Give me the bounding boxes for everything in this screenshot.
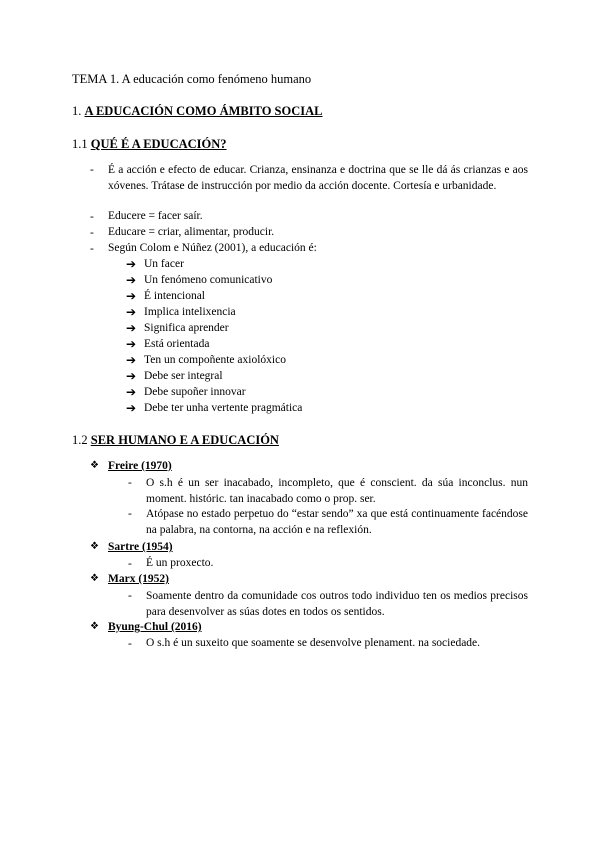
list-item: Educere = facer saír.	[108, 210, 203, 222]
arrow-icon: ➔	[126, 289, 137, 303]
arrow-list-item: Debe ser integral	[144, 370, 223, 382]
dash-bullet: -	[128, 590, 132, 602]
author-point: É un proxecto.	[146, 557, 214, 569]
arrow-icon: ➔	[126, 337, 137, 351]
subsection-1-1-title: QUÉ É A EDUCACIÓN?	[90, 137, 227, 151]
arrow-icon: ➔	[126, 385, 137, 399]
arrow-list-item: Un facer	[144, 258, 184, 270]
section-1-number: 1.	[72, 104, 82, 118]
author-name: Sartre (1954)	[108, 541, 173, 553]
diamond-bullet-icon: ❖	[90, 460, 99, 471]
arrow-list-item: Debe ter unha vertente pragmática	[144, 402, 303, 414]
author-point: O s.h é un ser inacabado, incompleto, que é conscient. da súa inconclus. nun moment. históric. tan inacabado como o prop. ser.	[146, 477, 528, 505]
diamond-bullet-icon: ❖	[90, 541, 99, 552]
subsection-1-2-number: 1.2	[72, 433, 88, 447]
dash-bullet: -	[90, 243, 94, 255]
author-name: Marx (1952)	[108, 573, 169, 585]
arrow-list-item: Ten un compoñente axiolóxico	[144, 354, 286, 366]
document-title: TEMA 1. A educación como fenómeno humano	[72, 72, 312, 86]
arrow-list-item: Debe supoñer innovar	[144, 386, 246, 398]
author-point: Atópase no estado perpetuo do “estar sendo” xa que está continuamente facéndose na palabra, na contorna, na acción e na reflexión.	[146, 508, 528, 536]
subsection-1-1-heading	[72, 137, 227, 151]
arrow-icon: ➔	[126, 257, 137, 271]
list-item: É a acción e efecto de educar. Crianza, ensinanza e doctrina que se lle dá ás crianzas e aos xóvenes. Trátase de instrucción por medio da acción docente. Cortesía e urbanidade.	[108, 164, 528, 192]
author-name: Freire (1970)	[108, 460, 172, 472]
list-item: Según Colom e Núñez (2001), a educación é:	[108, 242, 317, 254]
arrow-icon: ➔	[126, 321, 137, 335]
arrow-icon: ➔	[126, 353, 137, 367]
arrow-list-item: Implica intelixencia	[144, 306, 236, 318]
dash-bullet: -	[90, 164, 94, 176]
arrow-list-item: Un fenómeno comunicativo	[144, 274, 273, 286]
diamond-bullet-icon: ❖	[90, 621, 99, 632]
author-name: Byung-Chul (2016)	[108, 621, 202, 633]
arrow-list-item: Significa aprender	[144, 322, 229, 334]
subsection-1-1-number: 1.1	[72, 137, 88, 151]
section-1-heading	[72, 104, 323, 118]
dash-bullet: -	[128, 638, 132, 650]
author-point: O s.h é un suxeito que soamente se desenvolve plenament. na sociedade.	[146, 637, 481, 649]
subsection-1-2-title: SER HUMANO E A EDUCACIÓN	[90, 433, 279, 447]
section-1-title: A EDUCACIÓN COMO ÁMBITO SOCIAL	[84, 104, 323, 118]
dash-bullet: -	[90, 211, 94, 223]
list-item: Educare = criar, alimentar, producir.	[108, 226, 275, 238]
arrow-icon: ➔	[126, 273, 137, 287]
arrow-icon: ➔	[126, 369, 137, 383]
arrow-icon: ➔	[126, 305, 137, 319]
dash-bullet: -	[128, 508, 132, 520]
arrow-list-item: É intencional	[144, 290, 205, 302]
dash-bullet: -	[90, 227, 94, 239]
arrow-list-item: Está orientada	[144, 338, 210, 350]
dash-bullet: -	[128, 477, 132, 489]
dash-bullet: -	[128, 558, 132, 570]
subsection-1-2-heading	[72, 433, 279, 447]
arrow-icon: ➔	[126, 401, 137, 415]
diamond-bullet-icon: ❖	[90, 573, 99, 584]
author-point: Soamente dentro da comunidade cos outros todo individuo ten os medios precisos para desenvolver as súas dotes en todos os sentidos.	[146, 590, 528, 618]
